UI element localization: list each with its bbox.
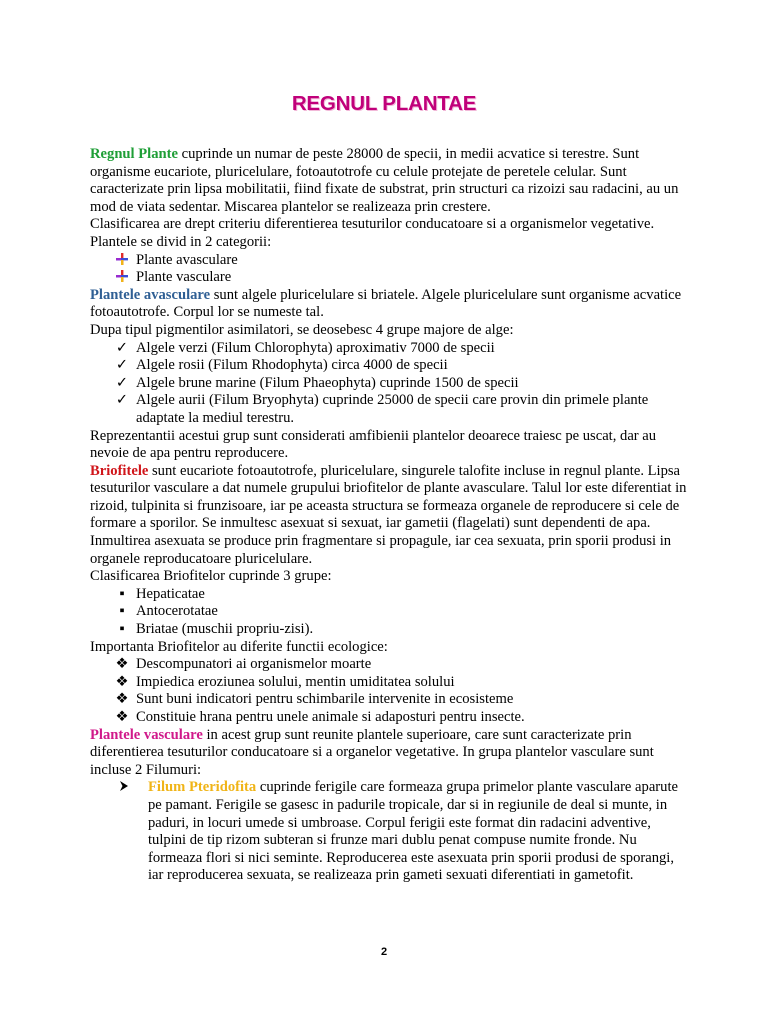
list-item xyxy=(90,674,690,692)
categories-list xyxy=(90,252,690,287)
colored-cross-bullet-icon xyxy=(115,252,129,270)
algae-label: Algele verzi (Filum Chlorophyta) aproximativ 7000 de specii xyxy=(136,339,495,356)
list-item xyxy=(90,340,690,358)
intro-text: cuprinde un numar de peste 28000 de specii, in medii acvatice si terestre. Sunt organisme eucariote, pluricelulare, fotoautotrofe cu celule protejate de peretele celular. Sunt caracterizate prin lipsa mobilitatii, fiind fixate de substrat, prin structuri ca rizoizi sau radacini, au un mod de viata sedentar. Miscarea plantelor se realizeaza prin crestere. xyxy=(90,146,679,215)
category-label: Plante avasculare xyxy=(136,251,238,268)
term-plantele-vasculare: Plantele vasculare xyxy=(90,726,203,743)
list-item xyxy=(90,375,690,393)
algae-label: Algele rosii (Filum Rhodophyta) circa 4000 de specii xyxy=(136,357,448,374)
list-item xyxy=(90,252,690,270)
term-filum-pteridofita: Filum Pteridofita xyxy=(148,779,257,796)
checkmark-icon: ✓ xyxy=(115,374,129,391)
avascular-paragraph xyxy=(90,287,690,322)
briofite-classification-text: Clasificarea Briofitelor cuprinde 3 grupe: xyxy=(90,568,332,585)
functions-list xyxy=(90,656,690,726)
square-bullet-icon: ▪ xyxy=(119,621,125,638)
page-title: REGNUL PLANTAE xyxy=(291,92,477,115)
briofite-groups-list xyxy=(90,586,690,639)
algae-label: Algele brune marine (Filum Phaeophyta) cuprinde 1500 de specii xyxy=(136,374,519,391)
checkmark-icon: ✓ xyxy=(115,357,129,374)
diamond-bullet-icon: ❖ xyxy=(115,709,129,725)
diamond-bullet-icon: ❖ xyxy=(115,673,129,690)
document-body xyxy=(90,146,690,885)
group-label: Briatae (muschii propriu-zisi). xyxy=(136,621,314,638)
representatives-text: Reprezentantii acestui grup sunt considerati amfibienii plantelor deoarece traiesc pe uscat, dar au nevoie de apa pentru reproducere. xyxy=(90,427,657,462)
vascular-text: in acest grup sunt reunite plantele superioare, care sunt caracterizate prin diferentierea tesuturilor conducatoare si a organelor vegetative. In grupa plantelor vasculare sunt incluse 2 Filumuri: xyxy=(90,726,654,778)
filum-list xyxy=(90,779,690,885)
avascular-text: sunt algele pluricelulare si briatele. Algele pluricelulare sunt organisme acvatice fotoautotrofe. Corpul lor se numeste tal. xyxy=(90,286,682,321)
list-item xyxy=(90,357,690,375)
vascular-paragraph xyxy=(90,727,690,780)
list-item xyxy=(90,779,690,885)
list-item xyxy=(90,586,690,604)
briofite-paragraph xyxy=(90,463,690,569)
function-label: Sunt buni indicatori pentru schimbarile intervenite in ecosisteme xyxy=(136,691,514,708)
category-label: Plante vasculare xyxy=(136,269,232,286)
term-plantele-avasculare: Plantele avasculare xyxy=(90,286,211,303)
function-label: Impiedica eroziunea solului, mentin umiditatea solului xyxy=(136,673,455,690)
square-bullet-icon: ▪ xyxy=(119,585,125,602)
page-number: 2 xyxy=(380,946,388,958)
square-bullet-icon: ▪ xyxy=(119,603,125,620)
pigments-text: Dupa tipul pigmentilor asimilatori, se deosebesc 4 grupe majore de alge: xyxy=(90,321,514,338)
function-label: Descompunatori ai organismelor moarte xyxy=(136,656,372,673)
divide-text: Plantele se divid in 2 categorii: xyxy=(90,233,272,250)
filum-text: cuprinde ferigile care formeaza grupa primelor plante vasculare aparute pe pamant. Ferigile se gasesc in padurile tropicale, dar si in regiunile de deal si munte, in paduri, in locuri umede si umbroase. Corpul ferigii este format din radacini adventive, tulpini de tip rizom subteran si frunze mari dublu penat compuse numite fronde. Nu formeaza flori si nici seminte. Reproducerea este asexuata prin sporii produsi de sporangi, iar reproducerea sexuata, se realizeaza prin gameti sexuati diferentiati in gametofit. xyxy=(148,779,678,884)
group-label: Antocerotatae xyxy=(136,603,218,620)
diamond-bullet-icon: ❖ xyxy=(115,656,129,673)
checkmark-icon: ✓ xyxy=(115,392,129,409)
briofite-text: sunt eucariote fotoautotrofe, pluricelulare, singurele talofite incluse in regnul plante. Lipsa tesuturilor vasculare a dat numele grupului briofitelor de plante avasculare. Talul lor este diferentiat in rizoid, tulpinita si frunzisoare, iar pe aceasta structura se formeaza organele de reproducere si cele de formare a sporilor. Se inmultesc asexuat si sexuat, iar gametii (flagelati) sunt dependenti de apa. Inmultirea asexuata se produce prin fragmentare si propagule, iar cea sexuata, prin sporii produsi in organele reproducatoare pluricelulare. xyxy=(90,462,687,567)
importance-text: Importanta Briofitelor au diferite functii ecologice: xyxy=(90,638,388,655)
term-briofitele: Briofitele xyxy=(90,462,149,479)
list-item xyxy=(90,392,690,427)
algae-list xyxy=(90,340,690,428)
list-item xyxy=(90,691,690,709)
list-item xyxy=(90,621,690,639)
function-label: Constituie hrana pentru unele animale si adaposturi pentru insecte. xyxy=(136,709,525,725)
group-label: Hepaticatae xyxy=(136,585,205,602)
algae-label: Algele aurii (Filum Bryophyta) cuprinde 25000 de specii care provin din primele plante adaptate la mediul terestru. xyxy=(136,392,649,426)
list-item xyxy=(90,656,690,674)
colored-cross-bullet-icon xyxy=(115,269,129,287)
arrowhead-bullet-icon xyxy=(117,779,131,797)
classification-text: Clasificarea are drept criteriu diferentierea tesuturilor conducatoare si a organismelor vegetative. xyxy=(90,216,655,233)
intro-paragraph xyxy=(90,146,690,216)
diamond-bullet-icon: ❖ xyxy=(115,691,129,708)
checkmark-icon: ✓ xyxy=(115,339,129,356)
list-item xyxy=(90,709,690,727)
list-item xyxy=(90,269,690,287)
list-item xyxy=(90,603,690,621)
term-regnul-plante: Regnul Plante xyxy=(90,146,178,162)
